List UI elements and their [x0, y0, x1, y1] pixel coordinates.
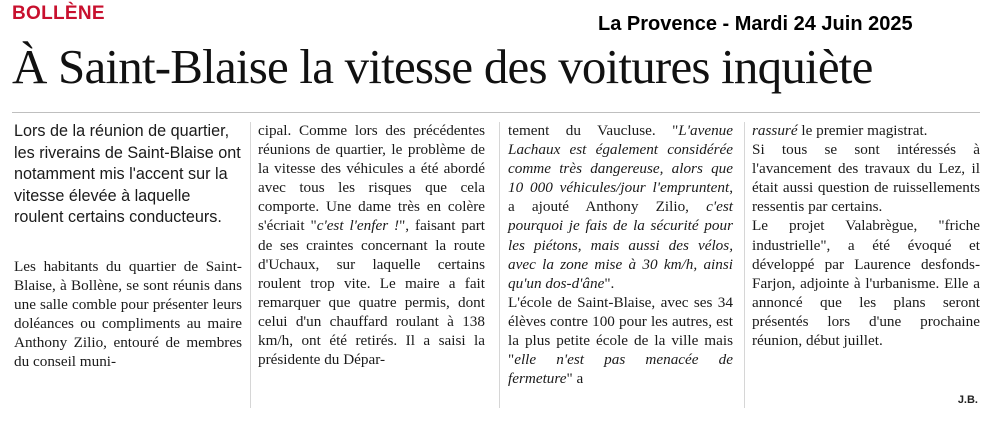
lede-paragraph: Lors de la réunion de quartier, les riverains de Saint-Blaise ont notamment mis l'accent sur la vitesse élevée à laquelle roulent certains conducteurs. — [14, 122, 241, 227]
quote-text: c'est pourquoi je fais de la sécurité pour les piétons, mais aussi des vélos, avec la zone mise à 30 km/h, ainsi qu'un dos-d'âne — [508, 198, 733, 292]
quote-text: elle n'est pas menacée de fermeture — [508, 351, 733, 388]
article-column-3 — [508, 121, 733, 388]
text-run: L'école de Saint-Blaise, avec ses 34 élèves contre 100 pour les autres, est la plus petite école de la ville mais " — [508, 293, 733, 369]
body-paragraph — [752, 121, 980, 140]
column-divider — [250, 122, 251, 408]
text-run: ". — [604, 274, 615, 292]
body-paragraph: Le projet Valabrègue, "friche industrielle", a été évoqué et développé par Laurence desfonds-Farjon, adjointe à l'urbanisme. Elle a annoncé que les plans seront présentés lors d'une prochaine réunion, début juillet. — [752, 217, 980, 350]
text-run: , a ajouté Anthony Zilio, — [508, 179, 733, 216]
source-line: La Provence - Mardi 24 Juin 2025 — [598, 13, 913, 35]
text-run: " a — [566, 370, 584, 388]
quote-text: rassuré — [752, 122, 798, 139]
text-run: le premier magistrat. — [797, 122, 928, 139]
column-divider — [499, 122, 500, 408]
body-paragraph: Les habitants du quartier de Saint-Blaise, à Bollène, se sont réunis dans une salle comble pour présenter leurs doléances ou compliments au maire Anthony Zilio, entouré de membres du conseil muni- — [14, 257, 242, 371]
article-column-4 — [752, 121, 980, 350]
text-run: tement du Vaucluse. " — [508, 122, 679, 139]
column-divider — [744, 122, 745, 408]
text-run: cipal. Comme lors des précédentes réunions de quartier, le problème de la vitesse des véhicules a été abordé avec tous les risques que cela comporte. Une dame très en colère s'écriait " — [258, 122, 485, 235]
article-column-1 — [14, 121, 242, 372]
quote-text: c'est l'enfer ! — [316, 217, 400, 235]
text-run: ", faisant part de ses craintes concernant la route d'Uchaux, sur laquelle certains roulent trop vite. Le maire a fait remarquer que quatre permis, dont celui d'un chauffard roulant à 138 km/h, ont été retirés. Il a saisi la présidente du Dépar- — [258, 217, 486, 369]
quote-text: L'avenue Lachaux est également considérée comme très dangereuse, alors que 10 000 véhicules/jour l'empruntent — [508, 122, 733, 197]
byline: J.B. — [957, 394, 978, 406]
page-title: À Saint-Blaise la vitesse des voitures inquiète — [12, 39, 873, 94]
body-paragraph: Si tous se sont intéressés à l'avancement des travaux du Lez, il était aussi question de ruissellements ressentis par certains. — [752, 141, 980, 216]
article-column-2 — [258, 121, 485, 369]
title-divider — [12, 112, 980, 113]
body-paragraph — [508, 121, 733, 293]
body-paragraph — [258, 121, 485, 369]
body-paragraph — [508, 293, 733, 388]
section-kicker: BOLLÈNE — [12, 3, 105, 24]
